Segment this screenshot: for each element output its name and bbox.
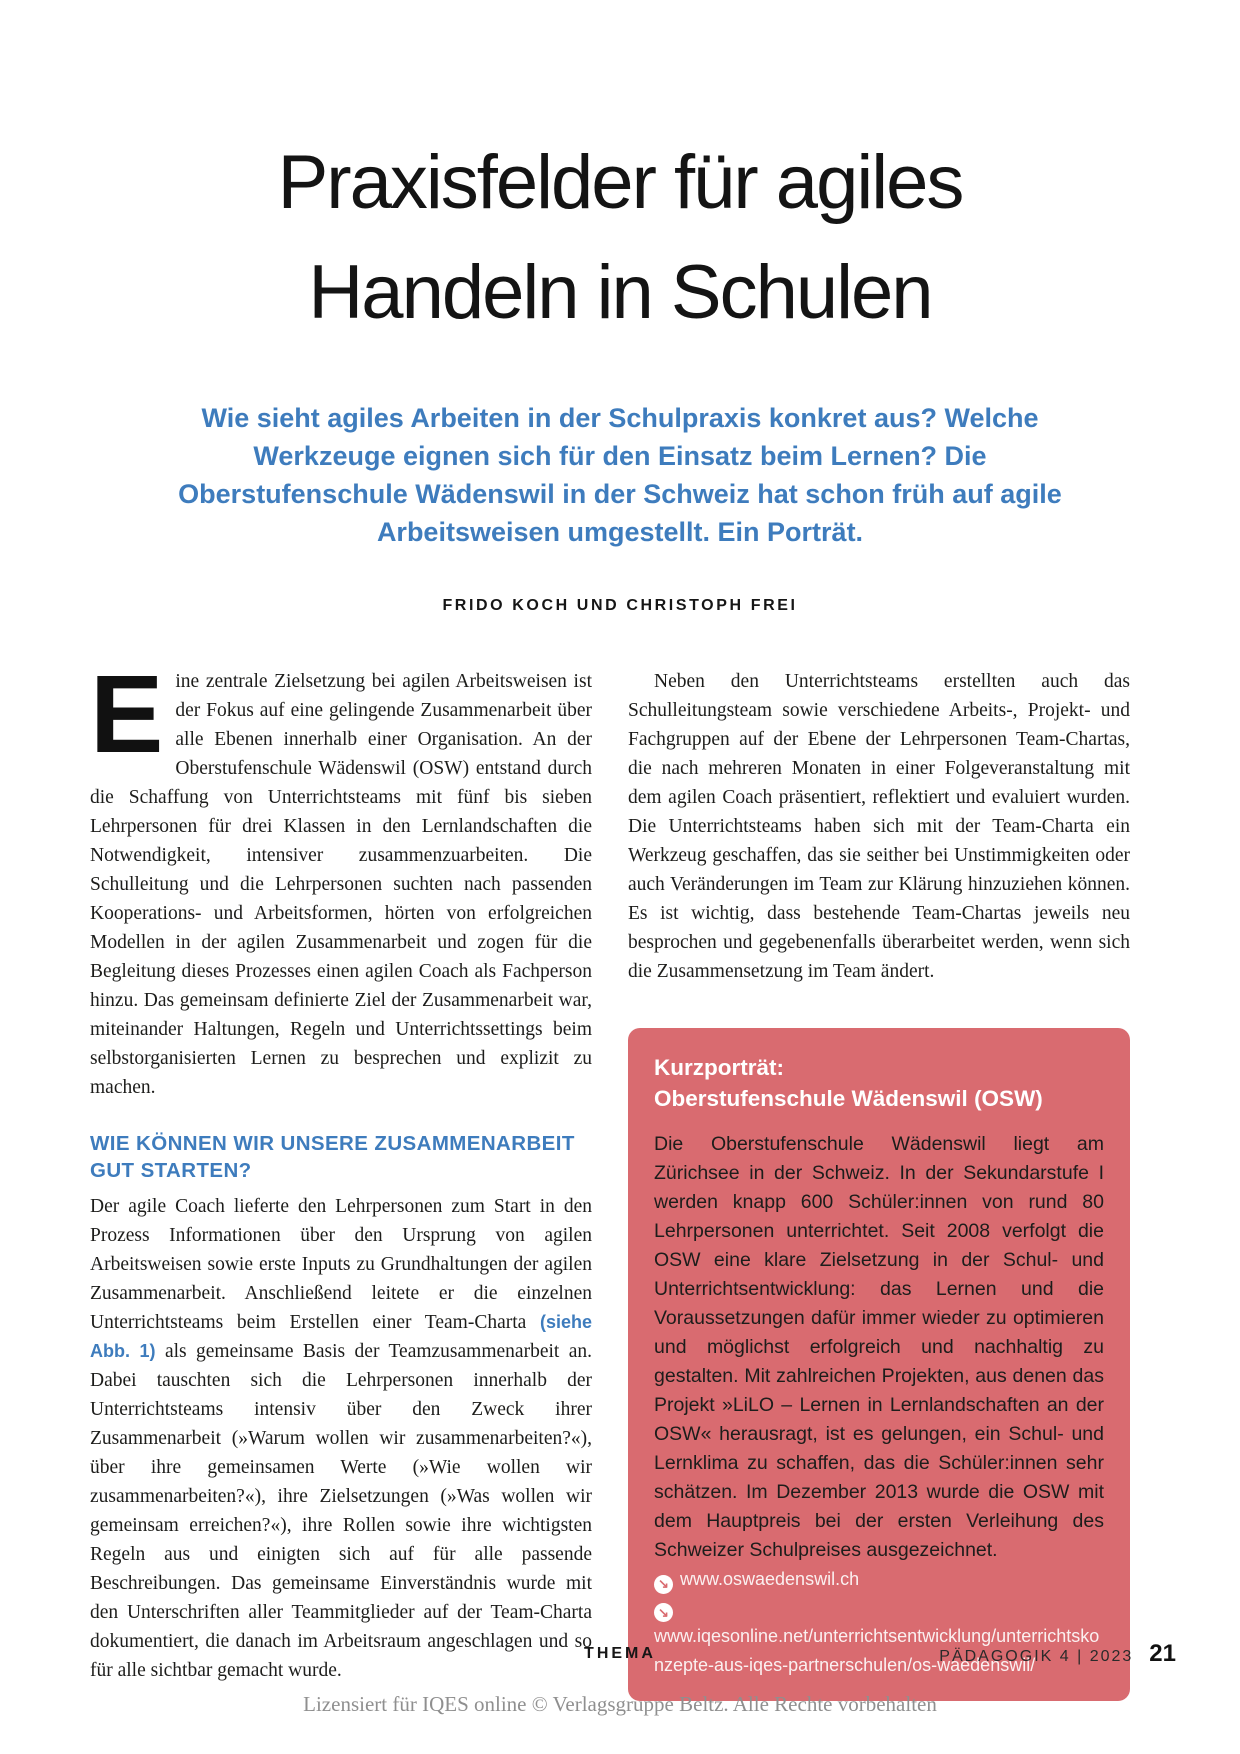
infobox [628, 1028, 1130, 1702]
footer-section-label: THEMA [584, 1645, 656, 1662]
article-lead: Wie sieht agiles Arbeiten in der Schulpraxis konkret aus? Welche Werkzeuge eignen sich für den Einsatz beim Lernen? Die Oberstufenschule Wädenswil in der Schweiz hat schon früh auf agile Arbeitsweisen umgestellt. Ein Porträt. [178, 402, 1062, 547]
infobox-title-line-1: Kurzporträt: [654, 1054, 784, 1080]
footer-journal-issue: PÄDAGOGIK 4 | 2023 [939, 1648, 1134, 1665]
infobox-link-text: www.iqesonline.net/unterrichtsentwicklung/unterrichtskonzepte-aus-iqes-partnerschulen/os-waedenswil/ [654, 1626, 1100, 1675]
column-left [90, 652, 592, 1702]
infobox-link-text: www.oswaedenswil.ch [680, 1568, 860, 1589]
article-title-line-2: Handeln in Schulen [308, 250, 932, 335]
article-body [90, 652, 1130, 1702]
body-paragraph-3: Neben den Unterrichtsteams erstellten auch das Schulleitungsteam sowie verschiedene Arbeits-, Projekt- und Fachgruppen auf der Ebene der Lehrpersonen Team-Chartas, die nach mehreren Monaten in einer Folgeveranstaltung mit dem agilen Coach präsentiert, reflektiert und evaluiert wurden. Die Unterrichtsteams haben sich mit der Team-Charta ein Werkzeug geschaffen, das sie seither bei Unstimmigkeiten oder auch Veränderungen im Team zur Klärung hinzuziehen können. Es ist wichtig, dass bestehende Team-Chartas jeweils neu besprochen und gegebenenfalls überarbeitet werden, wenn sich die Zusammensetzung im Team ändert. [628, 670, 1130, 982]
section-heading: WIE KÖNNEN WIR UNSERE ZUSAMMENARBEIT GUT STARTEN? [90, 1131, 575, 1182]
link-arrow-icon: ↘ [654, 1575, 673, 1594]
link-arrow-icon: ↘ [654, 1603, 673, 1622]
article-authors: FRIDO KOCH UND CHRISTOPH FREI [442, 596, 798, 614]
figure-reference-link[interactable]: (siehe Abb. 1) [90, 1311, 592, 1361]
body-paragraph-2-text-b: als gemeinsame Basis der Teamzusammenarbeit an. Dabei tauschten sich die Lehrpersonen innerhalb der Unterrichtsteams intensiv über den Zweck ihrer Zusammenarbeit (»Warum wollen wir zusammenarbeiten?«), über ihre gemeinsamen Werte (»Wie wollen wir zusammenarbeiten?«), ihre Zielsetzungen (»Was wollen wir gemeinsam erreichen?«), ihre Rollen sowie ihre wichtigsten Regeln aus und einigten sich auf für alle passende Beschreibungen. Das gemeinsame Einverständnis wurde mit den Unterschriften aller Teammitglieder auf der Team-Charta dokumentiert, die danach im Arbeitsraum angeschlagen und so für alle sichtbar gemacht wurde. [90, 1340, 592, 1681]
footer-journal-info [939, 1640, 1176, 1668]
body-paragraph-1-text: ine zentrale Zielsetzung bei agilen Arbeitsweisen ist der Fokus auf eine gelingende Zusammenarbeit über alle Ebenen innerhalb einer Organisation. An der Oberstufenschule Wädenswil (OSW) entstand durch die Schaffung von Unterrichtsteams mit fünf bis sieben Lehrpersonen für drei Klassen in den Lernlandschaften die Notwendigkeit, intensiver zusammenzuarbeiten. Die Schulleitung und die Lehrpersonen suchten nach passenden Kooperations- und Arbeitsformen, hörten von erfolgreichen Modellen in der agilen Zusammenarbeit und zogen für die Begleitung dieses Prozesses einen agilen Coach als Fachperson hinzu. Das gemeinsam definierte Ziel der Zusammenarbeit war, miteinander Haltungen, Regeln und Unterrichtssettings beim selbstorganisierten Lernen zu besprechen und explizit zu machen. [90, 670, 592, 1098]
infobox-title-line-2: Oberstufenschule Wädenswil (OSW) [654, 1085, 1043, 1111]
column-right [628, 667, 1130, 1702]
article-title-line-1: Praxisfelder für agiles [277, 140, 963, 225]
body-paragraph-1 [90, 652, 592, 1102]
infobox-title [654, 1052, 1104, 1114]
license-note: Lizensiert für IQES online © Verlagsgruppe Beltz. Alle Rechte vorbehalten [303, 1692, 937, 1716]
body-paragraph-2 [90, 1192, 592, 1685]
infobox-body: Die Oberstufenschule Wädenswil liegt am Zürichsee in der Schweiz. In der Sekundarstufe I werden knapp 600 Schüler:innen von rund 80 Lehrpersonen unterrichtet. Seit 2008 verfolgt die OSW eine klare Zielsetzung in der Schul- und Unterrichtsentwicklung: das Lernen und die Voraussetzungen dafür immer wieder zu optimieren und möglichst erfolgreich und nachhaltig zu gestalten. Mit zahlreichen Projekten, aus denen das Projekt »LiLO – Lernen in Lernlandschaften an der OSW« herausragt, ist es gelungen, ein Schul- und Lernklima zu schaffen, das die Schüler:innen sehr schätzen. Im Dezember 2013 wurde die OSW mit dem Hauptpreis bei der ersten Verleihung des Schweizer Schulpreises ausgezeichnet. [654, 1132, 1104, 1561]
infobox-link-oswaedenswil[interactable] [654, 1565, 1104, 1594]
drop-cap: E [90, 652, 164, 776]
article-title [0, 128, 1240, 348]
footer-page-number: 21 [1149, 1640, 1176, 1667]
body-paragraph-2-text-a: Der agile Coach lieferte den Lehrpersonen zum Start in den Prozess Informationen über den Ursprung von agilen Arbeitsweisen sowie erste Inputs zu Grundhaltungen der agilen Zusammenarbeit. Anschließend leitete er die einzelnen Unterrichtsteams beim Erstellen einer Team-Charta [90, 1195, 592, 1333]
